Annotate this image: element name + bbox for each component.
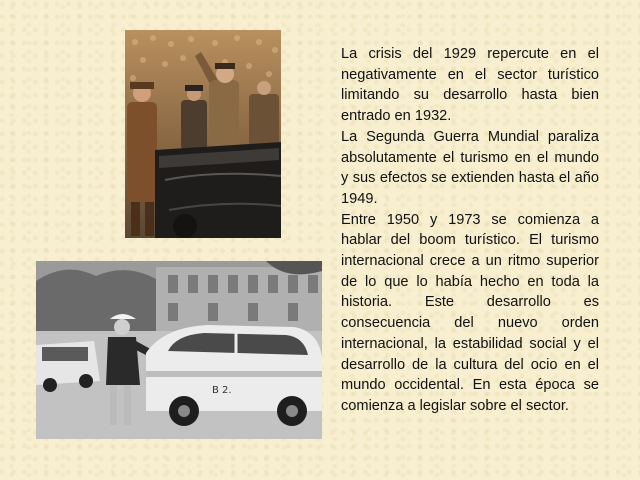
paragraph-crisis-1929: La crisis del 1929 repercute en el negativamente en el sector turístico limitando su desarrollo hasta bien entrado en 1932. xyxy=(341,46,599,125)
svg-text:B 2.: B 2. xyxy=(212,385,232,396)
paragraph-boom-turistico: Entre 1950 y 1973 se comienza a hablar del boom turístico. El turismo internacional crece a un ritmo superior de lo que lo había hecho en toda la historia. Este desarrollo es consecuencia del nuevo orden internacional, la estabilidad social y el desarrollo de la cultura del ocio en el mundo occidental. En esta época se comienza a legislar sobre el sector. xyxy=(341,211,599,414)
paragraph-segunda-guerra: La Segunda Guerra Mundial paraliza absolutamente el turismo en el mundo y sus efectos se extienden hasta el año 1949. xyxy=(341,128,599,207)
photo-traffic-scene xyxy=(36,261,322,439)
text-block xyxy=(341,44,599,417)
photo-rally-open-car xyxy=(125,30,281,238)
